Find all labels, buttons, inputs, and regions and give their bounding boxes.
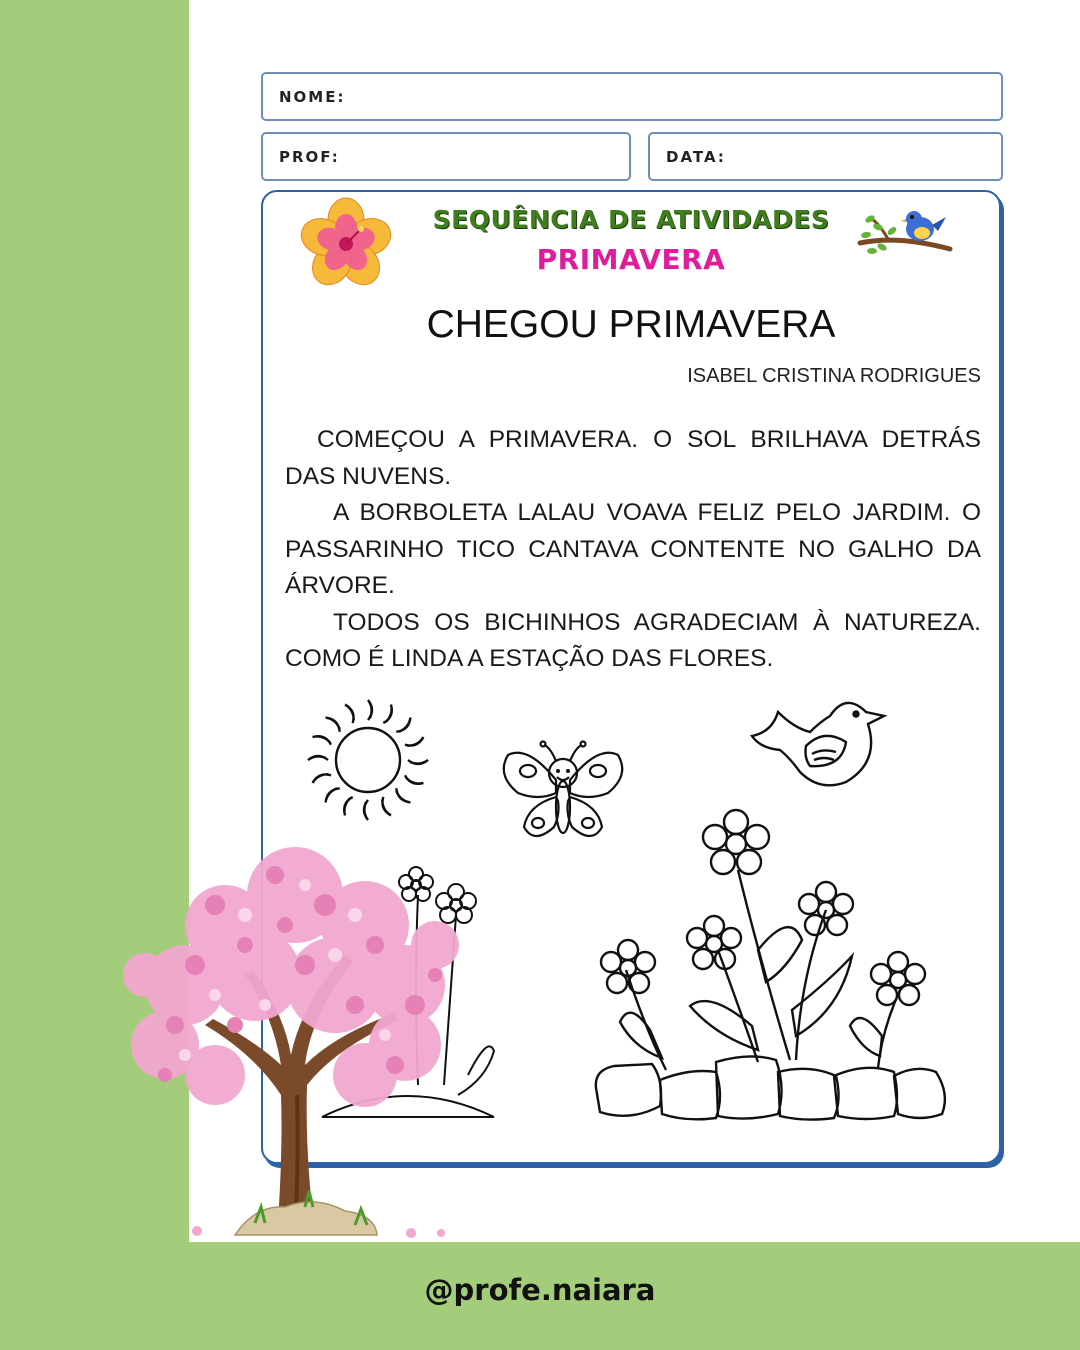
bird-on-branch-icon <box>858 205 953 265</box>
series-title: SEQUÊNCIA DE ATIVIDADES <box>432 205 830 234</box>
theme-title: PRIMAVERA <box>536 243 726 276</box>
story-text <box>285 422 981 678</box>
name-label: NOME: <box>279 87 346 106</box>
story-title: CHEGOU PRIMAVERA <box>426 303 836 346</box>
teacher-field[interactable] <box>261 132 631 181</box>
story-paragraph: TODOS OS BICHINHOS AGRADECIAM À NATUREZA. COMO É LINDA A ESTAÇÃO DAS FLORES. <box>285 608 981 672</box>
flowers-drawing <box>590 800 955 1130</box>
name-field[interactable] <box>261 72 1003 121</box>
date-field[interactable] <box>648 132 1003 181</box>
story-paragraph: A BORBOLETA LALAU VOAVA FELIZ PELO JARDIM. O PASSARINHO TICO CANTAVA CONTENTE NO GALHO DA ÁRVORE. <box>285 499 981 599</box>
sun-drawing <box>298 690 438 830</box>
date-label: DATA: <box>666 147 726 166</box>
story-author: ISABEL CRISTINA RODRIGUES <box>687 365 981 387</box>
footer-handle: @profe.naiara <box>424 1273 656 1307</box>
bird-drawing <box>750 692 890 792</box>
blossom-tree-illustration <box>105 835 525 1245</box>
hibiscus-icon <box>300 198 392 290</box>
story-paragraph: COMEÇOU A PRIMAVERA. O SOL BRILHAVA DETRÁS DAS NUVENS. <box>285 426 981 490</box>
teacher-label: PROF: <box>279 147 340 166</box>
